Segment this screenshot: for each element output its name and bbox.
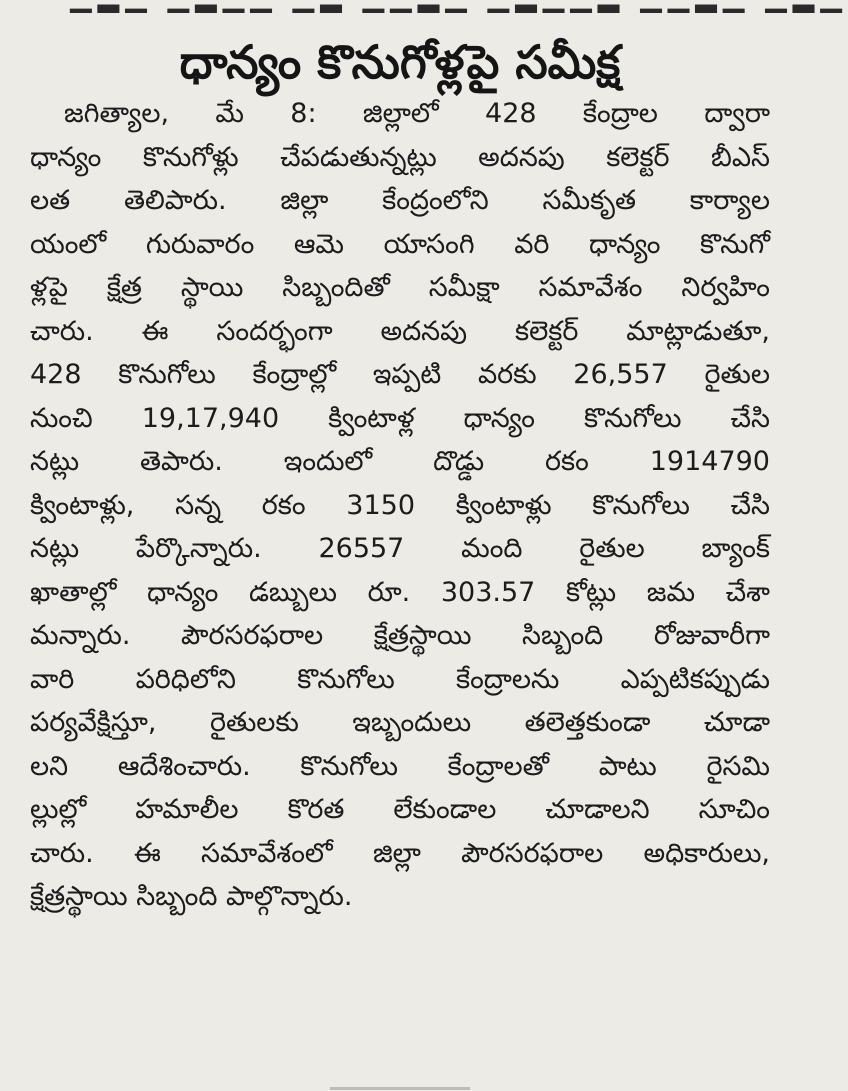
article-line: నట్లు పేర్కొన్నారు. 26557 మంది రైతుల బ్యాంక్: [30, 533, 770, 564]
article-line: క్షేత్రస్థాయి సిబ్బంది పాల్గొన్నారు.: [30, 881, 353, 912]
cropped-next-article: [330, 1082, 470, 1091]
article-line: లని ఆదేశించారు. కొనుగోలు కేంద్రాలతో పాటు రైసమి: [30, 750, 770, 782]
article-line: లత తెలిపారు. జిల్లా కేంద్రంలోని సమీకృత కార్యాల: [30, 185, 770, 216]
article-line: ఖాతాల్లో ధాన్యం డబ్బులు రూ. 303.57 కోట్లు జమ చేశా: [30, 576, 770, 608]
cropped-text-fragment: [70, 0, 750, 13]
article-line: నుంచి 19,17,940 క్వింటాళ్ల ధాన్యం కొనుగోలు చేసి: [30, 402, 770, 434]
article-line: యంలో గురువారం ఆమె యాసంగి వరి ధాన్యం కొనుగో: [30, 228, 770, 260]
article-body: [30, 92, 770, 919]
article-line: 428 కొనుగోలు కేంద్రాల్లో ఇప్పటి వరకు 26,557 రైతుల: [30, 359, 770, 390]
cropped-previous-article: [0, 0, 800, 14]
article-line: చారు. ఈ సమావేశంలో జిల్లా పౌరసరఫరాల అధికారులు,: [30, 837, 770, 869]
article-line: ల్లుల్లో హమాలీల కొరత లేకుండాల చూడాలని సూచిం: [30, 794, 770, 825]
article-line: జగిత్యాల, మే 8: జిల్లాలో 428 కేంద్రాల ద్వారా: [64, 98, 770, 129]
article-line: ళ్లపై క్షేత్ర స్థాయి సిబ్బందితో సమీక్షా సమావేశం నిర్వహిం: [30, 272, 770, 303]
article-line: ధాన్యం కొనుగోళ్లు చేపడుతున్నట్లు అదనపు కలెక్టర్ బీఎస్: [30, 141, 770, 173]
article-line: మన్నారు. పౌరసరఫరాల క్షేత్రస్థాయి సిబ్బంది రోజువారీగా: [30, 620, 770, 651]
cropped-mark: [330, 1087, 470, 1090]
article-line: చారు. ఈ సందర్భంగా అదనపు కలెక్టర్ మాట్లాడుతూ,: [30, 315, 770, 347]
article-headline: ధాన్యం కొనుగోళ్లపై సమీక్ష: [179, 35, 621, 89]
article-line: పర్యవేక్షిస్తూ, రైతులకు ఇబ్బందులు తలెత్తకుండా చూడా: [30, 707, 770, 738]
article-line: వారి పరిధిలోని కొనుగోలు కేంద్రాలను ఎప్పటికప్పుడు: [30, 663, 770, 695]
article-line: క్వింటాళ్లు, సన్న రకం 3150 క్వింటాళ్లు కొనుగోలు చేసి: [30, 489, 770, 521]
article-line: నట్లు తెపారు. ఇందులో దొడ్డు రకం 1914790: [30, 446, 770, 477]
